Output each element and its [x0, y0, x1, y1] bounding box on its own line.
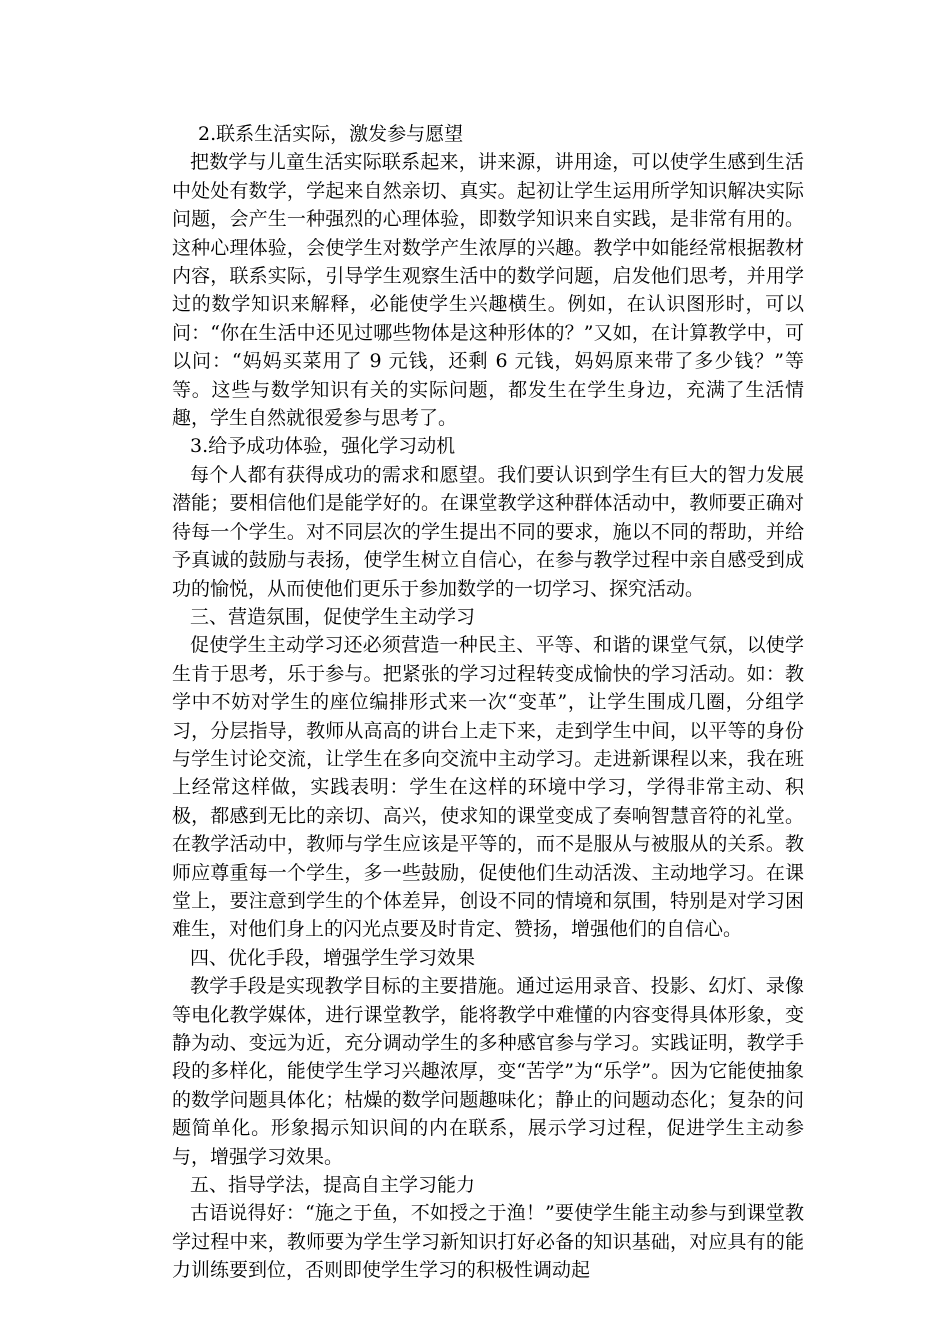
paragraph-learning-guidance: 古语说得好：“施之于鱼，不如授之于渔！”要使学生能主动参与到课堂教学过程中来，教师要为学生学习新知识打好必备的知识基础，对应具有的能力训练要到位，否则即使学生学习的积极性调动起 [172, 1202, 804, 1282]
section-heading-three: 三、营造氛围，促使学生主动学习 [190, 605, 476, 628]
paragraph-life-connection: 把数学与儿童生活实际联系起来，讲来源，讲用途，可以使学生感到生活中处处有数学，学起来自然亲切、真实。起初让学生运用所学知识解决实际问题，会产生一种强烈的心理体验，即数学知识来自实践，是非常有用的。这种心理体验，会使学生对数学产生浓厚的兴趣。教学中如能经常根据教材内容，联系实际，引导学生观察生活中的数学问题，启发他们思考，并用学过的数学知识来解释，必能使学生兴趣横生。例如，在认识图形时，可以问：“你在生活中还见过哪些物体是这种形体的？”又如，在计算教学中，可以问：“妈妈买菜用了 9 元钱，还剩 6 元钱，妈妈原来带了多少钱？”等等。这些与数学知识有关的实际问题，都发生在学生身边，充满了生活情趣，学生自然就很爱参与思考了。 [172, 151, 804, 430]
section-heading-3: 3.给予成功体验，强化学习动机 [190, 435, 456, 458]
paragraph-success-experience: 每个人都有获得成功的需求和愿望。我们要认识到学生有巨大的智力发展潜能；要相信他们是能学好的。在课堂教学这种群体活动中，教师要正确对待每一个学生。对不同层次的学生提出不同的要求，施以不同的帮助，并给予真诚的鼓励与表扬，使学生树立自信心，在参与教学过程中亲自感受到成功的愉悦，从而使他们更乐于参加数学的一切学习、探究活动。 [172, 463, 804, 600]
document-body [172, 120, 804, 1285]
paragraph-atmosphere: 促使学生主动学习还必须营造一种民主、平等、和谐的课堂气氛，以使学生肯于思考，乐于参与。把紧张的学习过程转变成愉快的学习活动。如：教学中不妨对学生的座位编排形式来一次“变革”，让学生围成几圈，分组学习，分层指导，教师从高高的讲台上走下来，走到学生中间，以平等的身份与学生讨论交流，让学生在多向交流中主动学习。走进新课程以来，我在班上经常这样做，实践表明：学生在这样的环境中学习，学得非常主动、积极，都感到无比的亲切、高兴，使求知的课堂变成了奏响智慧音符的礼堂。在教学活动中，教师与学生应该是平等的，而不是服从与被服从的关系。教师应尊重每一个学生，多一些鼓励，促使他们生动活泼、主动地学习。在课堂上，要注意到学生的个体差异，创设不同的情境和氛围，特别是对学习困难生，对他们身上的闪光点要及时肯定、赞扬，增强他们的自信心。 [172, 634, 804, 941]
paragraph-teaching-methods: 教学手段是实现教学目标的主要措施。通过运用录音、投影、幻灯、录像等电化教学媒体，进行课堂教学，能将教学中难懂的内容变得具体形象，变静为动、变远为近，充分调动学生的多种感官参与学习。实践证明，教学手段的多样化，能使学生学习兴趣浓厚，变“苦学”为“乐学”。因为它能使抽象的数学问题具体化；枯燥的数学问题趣味化；静止的问题动态化；复杂的问题简单化。形象揭示知识间的内在联系，展示学习过程，促进学生主动参与，增强学习效果。 [172, 975, 804, 1168]
section-heading-2: 2.联系生活实际，激发参与愿望 [198, 123, 464, 145]
section-heading-four: 四、优化手段，增强学生学习效果 [190, 946, 476, 969]
section-heading-five: 五、指导学法，提高自主学习能力 [190, 1174, 476, 1197]
